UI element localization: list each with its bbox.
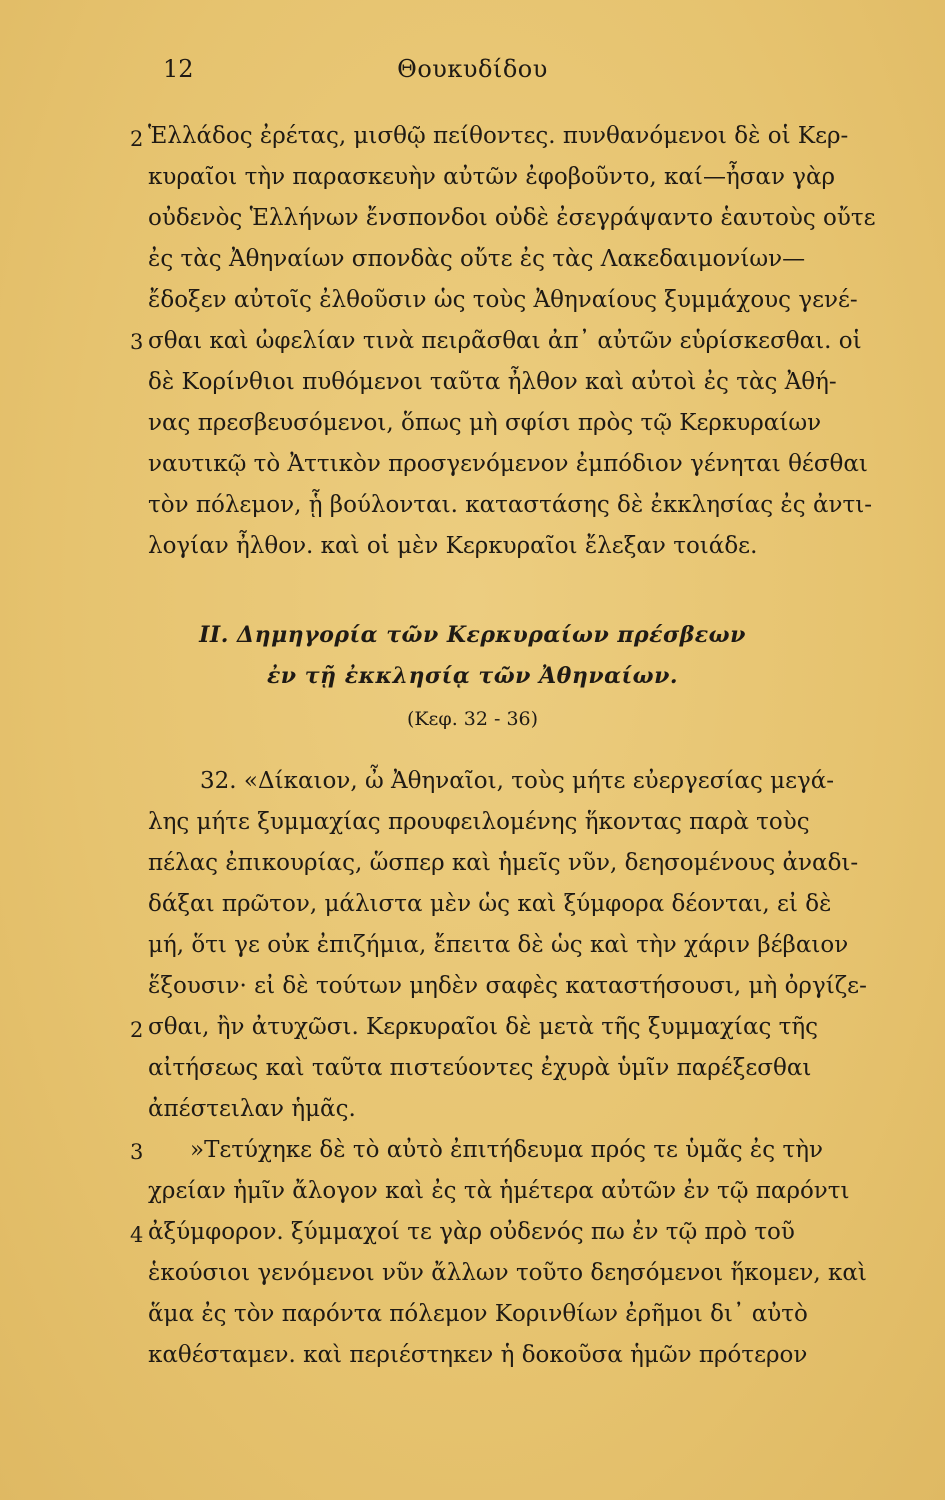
text-line: πέλας ἐπικουρίας, ὥσπερ καὶ ἡμεῖς νῦν, δεησομένους ἀναδι- (148, 850, 859, 876)
section-margin-number: 3 (130, 1140, 144, 1164)
text-line: σθαι καὶ ὠφελίαν τινὰ πειρᾶσθαι ἀπ᾽ αὐτῶν εὑρίσκεσθαι. οἱ (148, 328, 862, 354)
text-line: ἐς τὰς Ἀθηναίων σπονδὰς οὔτε ἐς τὰς Λακεδαιμονίων— (148, 246, 806, 272)
chapter-range: (Κεφ. 32 - 36) (406, 708, 539, 730)
text-line: λογίαν ἦλθον. καὶ οἱ μὲν Κερκυραῖοι ἔλεξαν τοιάδε. (148, 533, 758, 559)
section-title-continued: ἐν τῇ ἐκκλησίᾳ τῶν Ἀθηναίων. (266, 663, 679, 689)
text-line: δάξαι πρῶτον, μάλιστα μὲν ὡς καὶ ξύμφορα δέονται, εἰ δὲ (148, 891, 832, 917)
text-line: ἀξύμφορον. ξύμμαχοί τε γὰρ οὐδενός πω ἐν τῷ πρὸ τοῦ (148, 1219, 795, 1245)
text-line: χρείαν ἡμῖν ἄλογον καὶ ἐς τὰ ἡμέτερα αὐτῶν ἐν τῷ παρόντι (148, 1178, 850, 1204)
section-title: II. Δημηγορία τῶν Κερκυραίων πρέσβεων (199, 622, 746, 648)
text-line: οὐδενὸς Ἑλλήνων ἔνσπονδοι οὐδὲ ἐσεγράψαντο ἑαυτοὺς οὔτε (148, 205, 876, 231)
text-line: Ἑλλάδος ἐρέτας, μισθῷ πείθοντες. πυνθανόμενοι δὲ οἱ Κερ- (148, 123, 849, 149)
section-margin-number: 3 (130, 330, 144, 354)
section-margin-number: 2 (130, 127, 144, 151)
section-margin-number: 4 (130, 1223, 144, 1247)
text-line: ναυτικῷ τὸ Ἀττικὸν προσγενόμενον ἐμπόδιον γένηται θέσθαι (148, 451, 868, 477)
text-line: σθαι, ἢν ἀτυχῶσι. Κερκυραῖοι δὲ μετὰ τῆς ξυμμαχίας τῆς (148, 1014, 819, 1040)
text-line: αἰτήσεως καὶ ταῦτα πιστεύοντες ἐχυρὰ ὑμῖν παρέξεσθαι (148, 1055, 812, 1081)
text-line: νας πρεσβευσόμενοι, ὅπως μὴ σφίσι πρὸς τῷ Κερκυραίων (148, 410, 822, 436)
text-line: ἅμα ἐς τὸν παρόντα πόλεμον Κορινθίων ἐρῆμοι δι᾽ αὐτὸ (148, 1301, 808, 1327)
running-head: Θουκυδίδου (397, 55, 548, 83)
text-line: κυραῖοι τὴν παρασκευὴν αὐτῶν ἐφοβοῦντο, καί—ἦσαν γὰρ (148, 164, 836, 190)
text-line: ἑκούσιοι γενόμενοι νῦν ἄλλων τοῦτο δεησόμενοι ἥκομεν, καὶ (148, 1260, 867, 1286)
text-line: τὸν πόλεμον, ᾗ βούλονται. καταστάσης δὲ ἐκκλησίας ἐς ἀντι- (148, 492, 872, 518)
text-line: καθέσταμεν. καὶ περιέστηκεν ἡ δοκοῦσα ἡμῶν πρότερον (148, 1342, 808, 1368)
text-line: λης μήτε ξυμμαχίας προυφειλομένης ἥκοντας παρὰ τοὺς (148, 809, 810, 835)
text-line: δὲ Κορίνθιοι πυθόμενοι ταῦτα ἦλθον καὶ αὐτοὶ ἐς τὰς Ἀθή- (148, 369, 837, 395)
page-number: 12 (163, 55, 194, 83)
text-line: ἀπέστειλαν ἡμᾶς. (148, 1096, 356, 1122)
text-line: »Τετύχηκε δὲ τὸ αὐτὸ ἐπιτήδευμα πρός τε ὑμᾶς ἐς τὴν (190, 1137, 823, 1163)
page-header (0, 55, 945, 95)
text-line: ἕξουσιν· εἰ δὲ τούτων μηδὲν σαφὲς καταστήσουσι, μὴ ὀργίζε- (148, 973, 867, 999)
text-line: 32. «Δίκαιον, ὦ Ἀθηναῖοι, τοὺς μήτε εὐεργεσίας μεγά- (200, 768, 835, 794)
section-margin-number: 2 (130, 1018, 144, 1042)
text-line: ἔδοξεν αὐτοῖς ἐλθοῦσιν ὡς τοὺς Ἀθηναίους ξυμμάχους γενέ- (148, 287, 858, 313)
text-line: μή, ὅτι γε οὐκ ἐπιζήμια, ἔπειτα δὲ ὡς καὶ τὴν χάριν βέβαιον (148, 932, 849, 958)
